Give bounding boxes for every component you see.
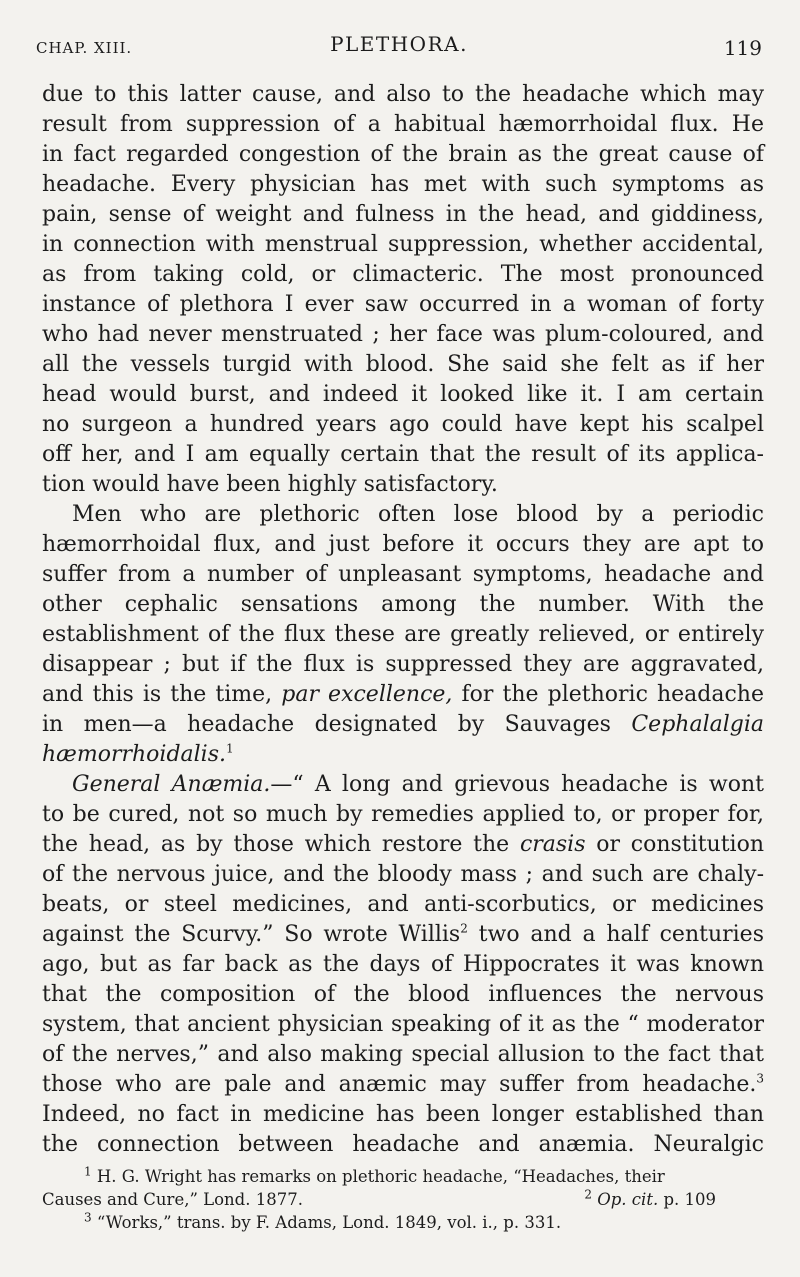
text-line: of the nerves,” and also making special allusion to the fact that (42, 1042, 764, 1067)
text-line (42, 1070, 764, 1100)
footnote-mark: 1 (84, 1164, 92, 1179)
text-segment: or constitution (596, 832, 764, 857)
text-line: result from suppression of a habitual hæmorrhoidal flux. He (42, 112, 764, 137)
footnote-mark: 3 (84, 1210, 92, 1225)
footnote (42, 1188, 764, 1211)
italic-phrase: par excellence, (281, 682, 453, 707)
footnote (42, 1211, 764, 1234)
text-line: other cephalic sensations among the number. With the (42, 592, 764, 617)
text-line: system, that ancient physician speaking of it as the “ moderator (42, 1012, 764, 1037)
footnote-italic: Op. cit. (597, 1190, 659, 1209)
text-line: to be cured, not so much by remedies applied to, or proper for, (42, 802, 764, 827)
text-line: instance of plethora I ever saw occurred in a woman of forty (42, 292, 764, 317)
text-line: as from taking cold, or climacteric. The most pronounced (42, 262, 764, 287)
body-text (42, 80, 764, 1160)
text-line: that the composition of the blood influences the nervous (42, 982, 764, 1007)
footnote-ref: 2 (460, 921, 468, 936)
text-line: due to this latter cause, and also to the headache which may (42, 82, 764, 107)
text-line: headache. Every physician has met with such symptoms as (42, 172, 764, 197)
text-segment: the head, as by those which restore the (42, 832, 510, 857)
text-line: no surgeon a hundred years ago could have kept his scalpel (42, 412, 764, 437)
text-line (42, 920, 764, 950)
text-line: who had never menstruated ; her face was plum-coloured, and (42, 322, 764, 347)
text-segment: —“ A long and grievous headache is wont (270, 772, 765, 797)
footnote-mark: 2 (584, 1187, 592, 1202)
footnote-text: p. 109 (663, 1190, 716, 1209)
text-line: the connection between headache and anæmia. Neuralgic (42, 1132, 764, 1157)
text-segment: two and a half centuries (478, 922, 764, 947)
text-line: beats, or steel medicines, and anti-scorbutics, or medicines (42, 892, 764, 917)
text-line: in connection with menstrual suppression, whether accidental, (42, 232, 764, 257)
footnote-ref: 1 (226, 741, 234, 756)
running-header (36, 32, 762, 62)
text-line: off her, and I am equally certain that the result of its applica- (42, 442, 764, 467)
text-line: ago, but as far back as the days of Hippocrates it was known (42, 952, 764, 977)
text-line (42, 710, 764, 740)
page-number: 119 (723, 36, 762, 60)
text-line: pain, sense of weight and fulness in the head, and giddiness, (42, 202, 764, 227)
chapter-label: CHAP. XIII. (36, 39, 133, 57)
footnote-text: Causes and Cure,” Lond. 1877. (42, 1190, 303, 1209)
footnote-text: H. G. Wright has remarks on plethoric headache, “Headaches, their (96, 1167, 665, 1186)
text-line: head would burst, and indeed it looked like it. I am certain (42, 382, 764, 407)
text-segment: for the plethoric headache (461, 682, 764, 707)
text-line: tion would have been highly satisfactory. (42, 472, 498, 497)
text-line: Men who are plethoric often lose blood by a periodic (72, 502, 764, 527)
text-segment: and this is the time, (42, 682, 273, 707)
text-segment: those who are pale and anæmic may suffer from headache. (42, 1072, 757, 1097)
italic-phrase: crasis (519, 832, 586, 857)
text-line: all the vessels turgid with blood. She said she felt as if her (42, 352, 764, 377)
text-line: suffer from a number of unpleasant symptoms, headache and (42, 562, 764, 587)
footnotes (42, 1165, 764, 1234)
italic-phrase: Cephalalgia (631, 712, 764, 737)
text-line: Indeed, no fact in medicine has been longer established than (42, 1102, 764, 1127)
text-line (42, 770, 764, 800)
italic-phrase: hæmorrhoidalis. (42, 742, 226, 767)
text-line: in fact regarded congestion of the brain as the great cause of (42, 142, 764, 167)
footnote (584, 1188, 716, 1211)
text-line: hæmorrhoidal flux, and just before it occurs they are apt to (42, 532, 764, 557)
footnote-text: “Works,” trans. by F. Adams, Lond. 1849, vol. i., p. 331. (96, 1213, 562, 1232)
footnote-ref: 3 (756, 1071, 764, 1086)
text-line: establishment of the flux these are greatly relieved, or entirely (42, 622, 764, 647)
text-line (42, 680, 764, 710)
footnote (42, 1165, 764, 1188)
section-heading: General Anæmia. (72, 772, 271, 797)
text-line (42, 830, 764, 860)
page-title: PLETHORA. (330, 32, 468, 56)
text-segment: against the Scurvy.” So wrote Willis (42, 922, 461, 947)
text-line: of the nervous juice, and the bloody mass ; and such are chaly- (42, 862, 764, 887)
text-segment: in men—a headache designated by Sauvages (42, 712, 611, 737)
text-line: disappear ; but if the flux is suppressed they are aggravated, (42, 652, 764, 677)
text-line (42, 740, 764, 770)
